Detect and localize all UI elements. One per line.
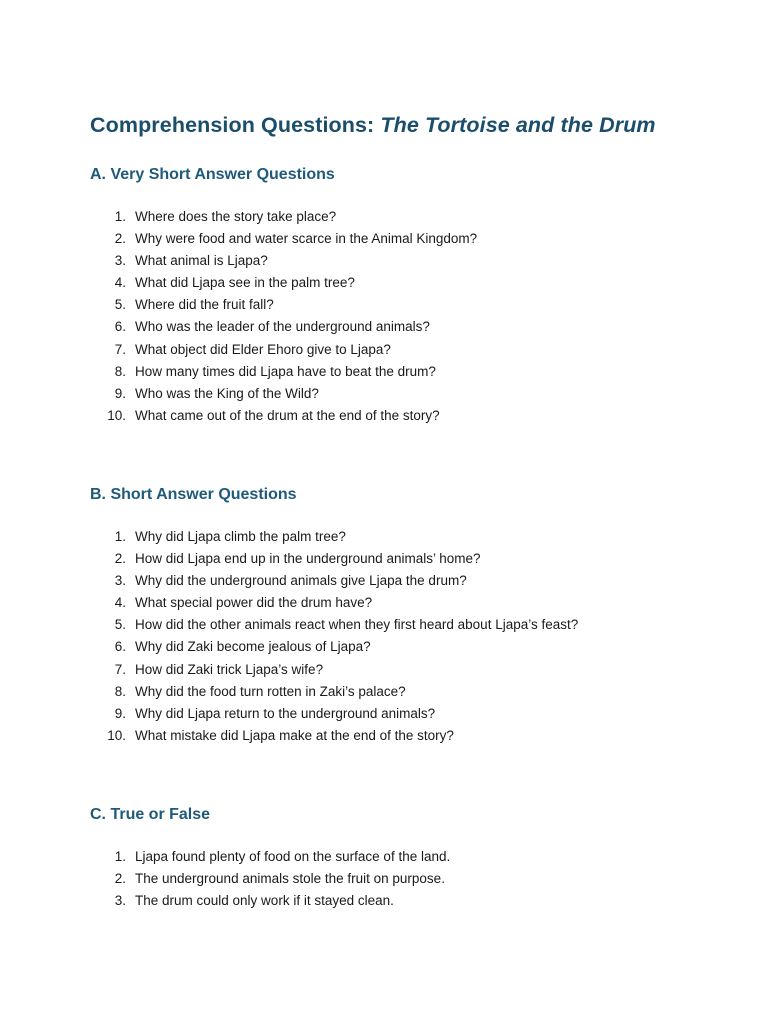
- item-number: 8.: [114, 683, 126, 699]
- item-number: 1.: [114, 849, 126, 864]
- question-text: What came out of the drum at the end of the story?: [135, 407, 440, 423]
- question-text: The drum could only work if it stayed clean.: [135, 893, 394, 909]
- question-text: Where did the fruit fall?: [135, 297, 274, 313]
- question-text: Where does the story take place?: [135, 209, 337, 224]
- question-text: Who was the King of the Wild?: [135, 385, 319, 401]
- item-number: 5.: [114, 297, 126, 313]
- item-number: 2.: [114, 231, 126, 247]
- item-number: 7.: [114, 661, 126, 677]
- item-number: 1.: [114, 529, 126, 544]
- story-title: The Tortoise and the Drum: [380, 113, 656, 137]
- question-text: What did Ljapa see in the palm tree?: [135, 275, 355, 291]
- question-text: Why did Zaki become jealous of Ljapa?: [135, 639, 371, 655]
- question-text: Why did the underground animals give Ljapa the drum?: [135, 573, 467, 589]
- question-text: Why were food and water scarce in the Animal Kingdom?: [135, 231, 478, 247]
- question-text: What object did Elder Ehoro give to Ljapa?: [135, 341, 391, 357]
- item-number: 10.: [107, 727, 126, 743]
- item-number: 5.: [114, 617, 126, 633]
- document-title: [90, 113, 656, 138]
- section-heading-a: A. Very Short Answer Questions: [90, 166, 335, 183]
- question-text: What animal is Ljapa?: [135, 253, 268, 269]
- question-text: Why did Ljapa return to the underground animals?: [135, 705, 436, 721]
- title-prefix: Comprehension Questions:: [90, 113, 381, 137]
- question-text: Why did Ljapa climb the palm tree?: [135, 529, 346, 544]
- question-text: How did Ljapa end up in the underground animals’ home?: [135, 551, 481, 567]
- item-number: 9.: [114, 705, 126, 721]
- section-heading-c: C. True or False: [90, 806, 211, 823]
- question-text: What special power did the drum have?: [135, 595, 373, 611]
- item-number: 4.: [114, 595, 126, 611]
- question-text: How did Zaki trick Ljapa’s wife?: [135, 661, 324, 677]
- item-number: 1.: [114, 209, 126, 224]
- item-number: 9.: [114, 385, 126, 401]
- question-text: Why did the food turn rotten in Zaki’s palace?: [135, 683, 406, 699]
- item-number: 3.: [114, 573, 126, 589]
- item-number: 2.: [114, 871, 126, 887]
- item-number: 7.: [114, 341, 126, 357]
- item-number: 4.: [114, 275, 126, 291]
- item-number: 10.: [107, 407, 126, 423]
- item-number: 3.: [114, 253, 126, 269]
- item-number: 6.: [114, 319, 126, 335]
- question-text: What mistake did Ljapa make at the end of the story?: [135, 727, 454, 743]
- item-number: 2.: [114, 551, 126, 567]
- item-number: 3.: [114, 893, 126, 909]
- question-text: The underground animals stole the fruit on purpose.: [135, 871, 445, 887]
- question-text: How many times did Ljapa have to beat the drum?: [135, 363, 436, 379]
- item-number: 8.: [114, 363, 126, 379]
- section-heading-b: B. Short Answer Questions: [90, 486, 297, 503]
- item-number: 6.: [114, 639, 126, 655]
- question-text: How did the other animals react when they first heard about Ljapa’s feast?: [135, 617, 579, 633]
- question-text: Who was the leader of the underground animals?: [135, 319, 430, 335]
- question-text: Ljapa found plenty of food on the surface of the land.: [135, 849, 451, 864]
